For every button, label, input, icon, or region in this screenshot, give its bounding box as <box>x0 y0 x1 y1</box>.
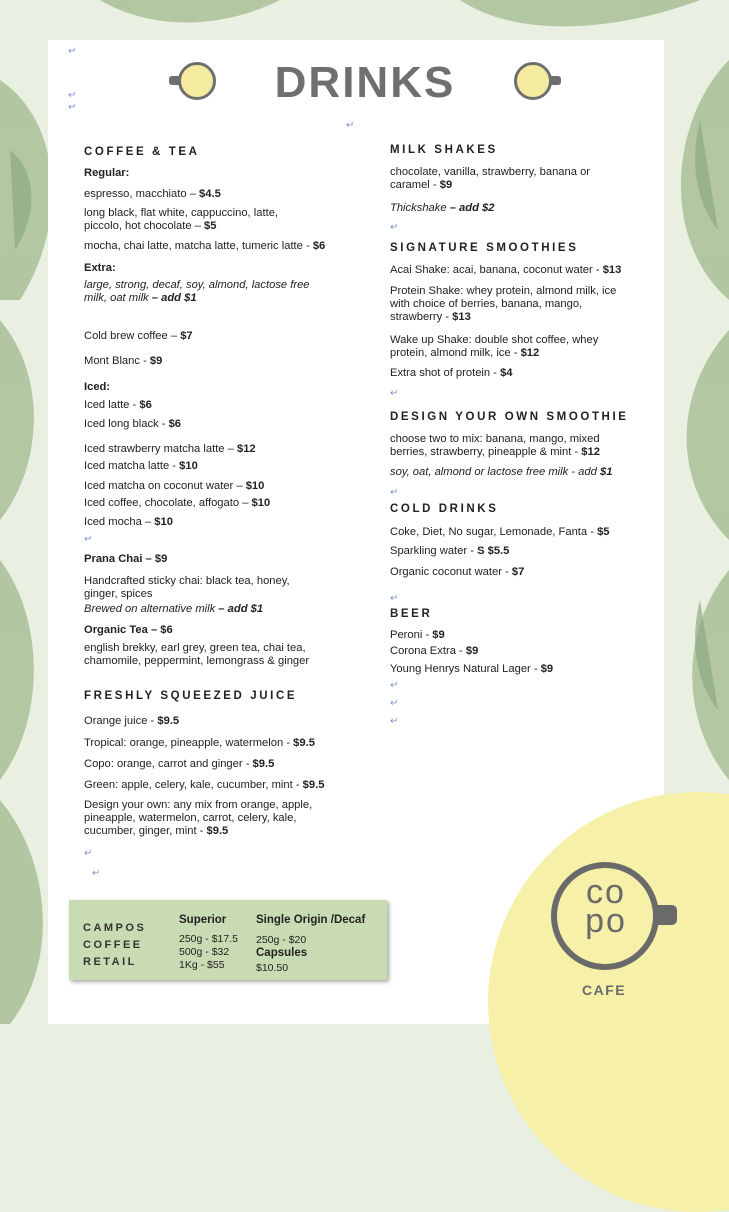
menu-item: Copo: orange, carrot and ginger - $9.5 <box>84 758 275 770</box>
paragraph-mark: ↵ <box>390 593 399 604</box>
paragraph-mark: ↵ <box>84 534 93 545</box>
menu-item: Iced long black - $6 <box>84 418 182 430</box>
menu-item: Design your own: any mix from orange, apple, pineapple, watermelon, carrot, celery, kale, cucumber, ginger, mint - $9.5 <box>84 799 313 838</box>
menu-item: Coke, Diet, No sugar, Lemonade, Fanta - $5 <box>390 526 610 538</box>
menu-item: Orange juice - $9.5 <box>84 715 180 727</box>
menu-item: Iced mocha – $10 <box>84 516 173 528</box>
prana-description: Handcrafted sticky chai: black tea, honey, ginger, spices <box>84 575 290 601</box>
paragraph-mark: ↵ <box>390 716 399 727</box>
paragraph-mark: ↵ <box>68 90 77 101</box>
iced-label: Iced: <box>84 381 111 393</box>
paragraph-mark: ↵ <box>390 222 399 233</box>
capsules-heading: Capsules <box>256 947 308 959</box>
logo-cup-handle <box>657 905 677 925</box>
menu-item: mocha, chai latte, matcha latte, tumeric latte - $6 <box>84 240 326 252</box>
logo-letters: co po <box>585 873 627 940</box>
logo-caption: CAFE <box>582 982 627 998</box>
copo-logo-cup-icon <box>551 862 659 970</box>
menu-item: Tropical: orange, pineapple, watermelon - $9.5 <box>84 737 315 749</box>
signature-smoothies-heading: SIGNATURE SMOOTHIES <box>390 242 579 254</box>
regular-label: Regular: <box>84 167 130 179</box>
menu-item: Extra shot of protein - $4 <box>390 367 513 379</box>
campos-retail-title: CAMPOS COFFEE RETAIL <box>83 922 147 968</box>
organic-tea-description: english brekky, earl grey, green tea, chai tea, chamomile, peppermint, lemongrass & ginger <box>84 642 310 668</box>
paragraph-mark: ↵ <box>346 120 355 131</box>
menu-item: Mont Blanc - $9 <box>84 355 163 367</box>
menu-item: Sparkling water - S $5.5 <box>390 545 510 557</box>
capsules-price: $10.50 <box>256 962 289 974</box>
paragraph-mark: ↵ <box>84 848 93 859</box>
milk-options: soy, oat, almond or lactose free milk - add $1 <box>390 466 613 478</box>
extra-label: Extra: <box>84 262 116 274</box>
paragraph-mark: ↵ <box>390 698 399 709</box>
paragraph-mark: ↵ <box>390 487 399 498</box>
menu-item: Iced matcha latte - $10 <box>84 460 198 472</box>
single-origin-price: 250g - $20 <box>256 934 307 946</box>
design-smoothie-heading: DESIGN YOUR OWN SMOOTHIE <box>390 411 629 423</box>
paragraph-mark: ↵ <box>390 680 399 691</box>
paragraph-mark: ↵ <box>92 868 101 879</box>
menu-item: Acai Shake: acai, banana, coconut water - $13 <box>390 264 622 276</box>
menu-item: choose two to mix: banana, mango, mixed berries, strawberry, pineapple & mint - $12 <box>390 433 600 459</box>
menu-item: chocolate, vanilla, strawberry, banana or caramel - $9 <box>390 166 591 192</box>
paragraph-mark: ↵ <box>68 46 77 57</box>
menu-item: Corona Extra - $9 <box>390 645 479 657</box>
prana-extra: Brewed on alternative milk – add $1 <box>84 603 264 615</box>
page-title: DRINKS <box>274 58 456 107</box>
menu-item: Protein Shake: whey protein, almond milk, ice with choice of berries, banana, mango, strawberry - $13 <box>390 285 617 324</box>
menu-item: Organic coconut water - $7 <box>390 566 525 578</box>
coffee-cup-icon-right <box>514 62 552 100</box>
menu-item: Young Henrys Natural Lager - $9 <box>390 663 554 675</box>
juice-heading: FRESHLY SQUEEZED JUICE <box>84 690 298 702</box>
menu-item: Wake up Shake: double shot coffee, whey protein, almond milk, ice - $12 <box>390 334 599 360</box>
paragraph-mark: ↵ <box>390 388 399 399</box>
beer-heading: BEER <box>390 608 433 620</box>
organic-tea-label: Organic Tea – $6 <box>84 624 173 636</box>
coffee-cup-icon-left <box>178 62 216 100</box>
milk-shakes-heading: MILK SHAKES <box>390 144 498 156</box>
menu-item: Cold brew coffee – $7 <box>84 330 193 342</box>
menu-item: Green: apple, celery, kale, cucumber, mint - $9.5 <box>84 779 325 791</box>
coffee-tea-heading: COFFEE & TEA <box>84 146 200 158</box>
cold-drinks-heading: COLD DRINKS <box>390 503 499 515</box>
menu-item: Iced coffee, chocolate, affogato – $10 <box>84 497 271 509</box>
menu-item: Iced matcha on coconut water – $10 <box>84 480 265 492</box>
thickshake-extra: Thickshake – add $2 <box>390 202 495 214</box>
menu-item: long black, flat white, cappuccino, latte, piccolo, hot chocolate – $5 <box>84 207 279 233</box>
superior-heading: Superior <box>179 914 227 926</box>
prana-chai-label: Prana Chai – $9 <box>84 553 168 565</box>
menu-item: espresso, macchiato – $4.5 <box>84 188 221 200</box>
superior-prices: 250g - $17.5 500g - $32 1Kg - $55 <box>179 933 238 971</box>
campos-retail-box <box>69 900 387 980</box>
extra-options: large, strong, decaf, soy, almond, lactose free milk, oat milk – add $1 <box>84 279 310 305</box>
single-origin-heading: Single Origin /Decaf <box>256 914 366 926</box>
paragraph-mark: ↵ <box>68 102 77 113</box>
menu-item: Iced strawberry matcha latte – $12 <box>84 443 256 455</box>
menu-item: Peroni - $9 <box>390 629 445 641</box>
menu-item: Iced latte - $6 <box>84 399 152 411</box>
